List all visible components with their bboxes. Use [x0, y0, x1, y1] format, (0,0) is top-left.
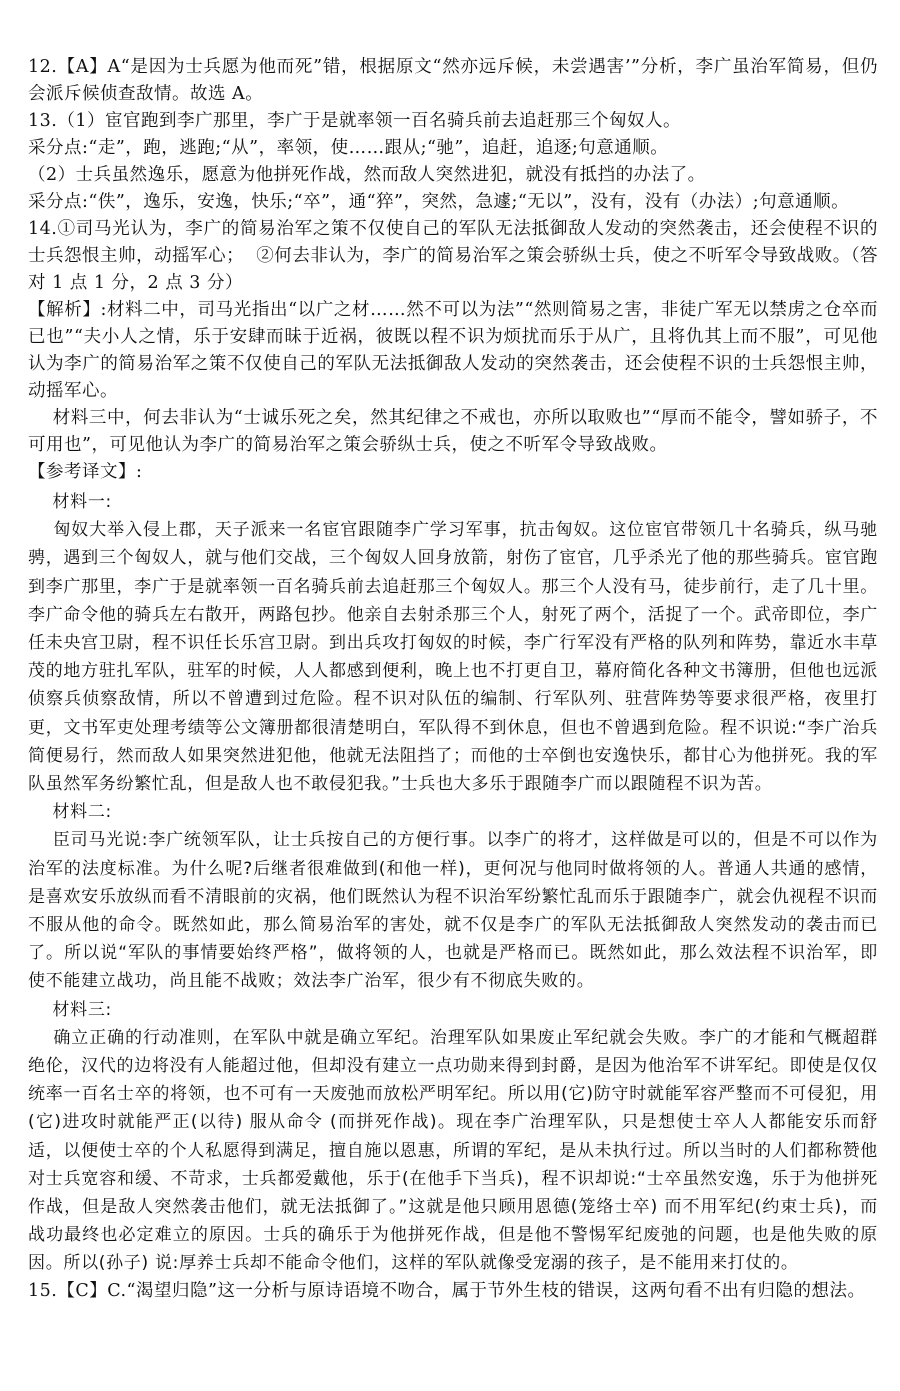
answers-12-to-14: 12.【A】A“是因为士兵愿为他而死”错，根据原文“然亦远斥候，未尝遇害’”分析，李广虽治军简易，但仍会派斥候侦查敌情。故选 A。 13.（1）宦官跑到李广那里，李广于是就率领一百名骑兵前去追赶那三个匈奴人。 采分点:“走”，跑，逃跑;“从”，率领，使……跟从;“驰”，追赶，追逐;句意通顺。 （2）士兵虽然逸乐，愿意为他拼死作战，然而敌人突然进犯，就没有抵挡的办法了。 采分点:“佚”，逸乐，安逸，快乐;“卒”，通“猝”，突然，急遽;“无以”，没有，没有（办法）;句意通顺。 14.①司马光认为，李广的简易治军之策不仅使自己的军队无法抵御敌人发动的突然袭击，还会使程不识的士兵怨恨主帅，动摇军心； ②何去非认为，李广的简易治军之策会骄纵士兵，使之不听军令导致战败。（答对 1 点 1 分，2 点 3 分） 【解析】:材料二中，司马光指出“以广之材……然不可以为法”“然则简易之害，非徒广军无以禁虏之仓卒而已也”“夫小人之情，乐于安肆而昧于近祸，彼既以程不识为烦扰而乐于从广，且将仇其上而不服”，可见他认为李广的简易治军之策不仅使自己的军队无法抵御敌人发动的突然袭击，还会使程不识的士兵怨恨主帅，动摇军心。 材料三中，何去非认为“士诚乐死之矣，然其纪律之不戒也，亦所以取败也”“厚而不能令，譬如骄子，不可用也”，可见他认为李广的简易治军之策会骄纵士兵，使之不听军令导致战败。 【参考译文】: [28, 57, 878, 482]
answer-15: 15.【C】C.“渴望归隐”这一分析与原诗语境不吻合，属于节外生枝的错误，这两句看不出有归隐的想法。 [28, 1280, 866, 1301]
reference-translation: 材料一: 匈奴大举入侵上郡，天子派来一名宦官跟随李广学习军事，抗击匈奴。这位宦官带领几十名骑兵，纵马驰骋，遇到三个匈奴人，就与他们交战，三个匈奴人回身放箭，射伤了宦官，几乎杀光了他的那些骑兵。宦官跑到李广那里，李广于是就率领一百名骑兵前去追赶那三个匈奴人。那三个人没有马，徒步前行，走了几十里。李广命令他的骑兵左右散开，两路包抄。他亲自去射杀那三个人，射死了两个，活捉了一个。武帝即位，李广任未央宫卫尉，程不识任长乐宫卫尉。到出兵攻打匈奴的时候，李广行军没有严格的队列和阵势，靠近水丰草茂的地方驻扎军队，驻军的时候，人人都感到便利，晚上也不打更自卫，幕府简化各种文书簿册，但他也远派侦察兵侦察敌情，所以不曾遭到过危险。程不识对队伍的编制、行军队列、驻营阵势等要求很严格，夜里打更，文书军吏处理考绩等公文簿册都很清楚明白，军队得不到休息，但也不曾遇到危险。程不识说:“李广治兵简便易行，然而敌人如果突然进犯他，他就无法阻挡了；而他的士卒倒也安逸快乐，都甘心为他拼死。我的军队虽然军务纷繁忙乱，但是敌人也不敢侵犯我。”士兵也大多乐于跟随李广而以跟随程不识为苦。 材料二: 臣司马光说:李广统领军队，让士兵按自己的方便行事。以李广的将才，这样做是可以的，但是不可以作为治军的法度标准。为什么呢?后继者很难做到(和他一样)，更何况与他同时做将领的人。普通人共通的感情，是喜欢安乐放纵而看不清眼前的灾祸，他们既然认为程不识治军纷繁忙乱而乐于跟随李广，就会仇视程不识而不服从他的命令。既然如此，那么简易治军的害处，就不仅是李广的军队无法抵御敌人突然发动的袭击而已了。所以说“军队的事情要始终严格”，做将领的人，也就是严格而已。既然如此，那么效法程不识治军，即使不能建立战功，尚且能不战败；效法李广治军，很少有不彻底失败的。 材料三: 确立正确的行动准则，在军队中就是确立军纪。治理军队如果废止军纪就会失败。李广的才能和气概超群绝伦，汉代的边将没有人能超过他，但却没有建立一点功勋来得到封爵，是因为他治军不讲军纪。即使是仅仅统率一百名士卒的将领，也不可有一天废弛而放松严明军纪。所以用(它)防守时就能军容严整而不可侵犯，用(它)进攻时就能严正(以待) 服从命令 (而拼死作战)。现在李广治理军队，只是想使士卒人人都能安乐而舒适，以便使士卒的个人私愿得到满足，擅自施以恩惠，所谓的军纪，是从未执行过。所以当时的人们都称赞他对士兵宽容和缓、不苛求，士兵都爱戴他，乐于(在他手下当兵)，程不识却说:“士卒虽然安逸，乐于为他拼死作战，但是敌人突然袭击他们，就无法抵御了。”这就是他只顾用恩德(笼络士卒) 而不用军纪(约束士兵)，而战功最终也必定难立的原因。士兵的确乐于为他拼死作战，但是他不警惕军纪废弛的问题，也是他失败的原因。所以(孙子) 说:厚养士兵却不能命令他们，这样的军队就像受宠溺的孩子，是不能用来打仗的。 [28, 492, 878, 1274]
